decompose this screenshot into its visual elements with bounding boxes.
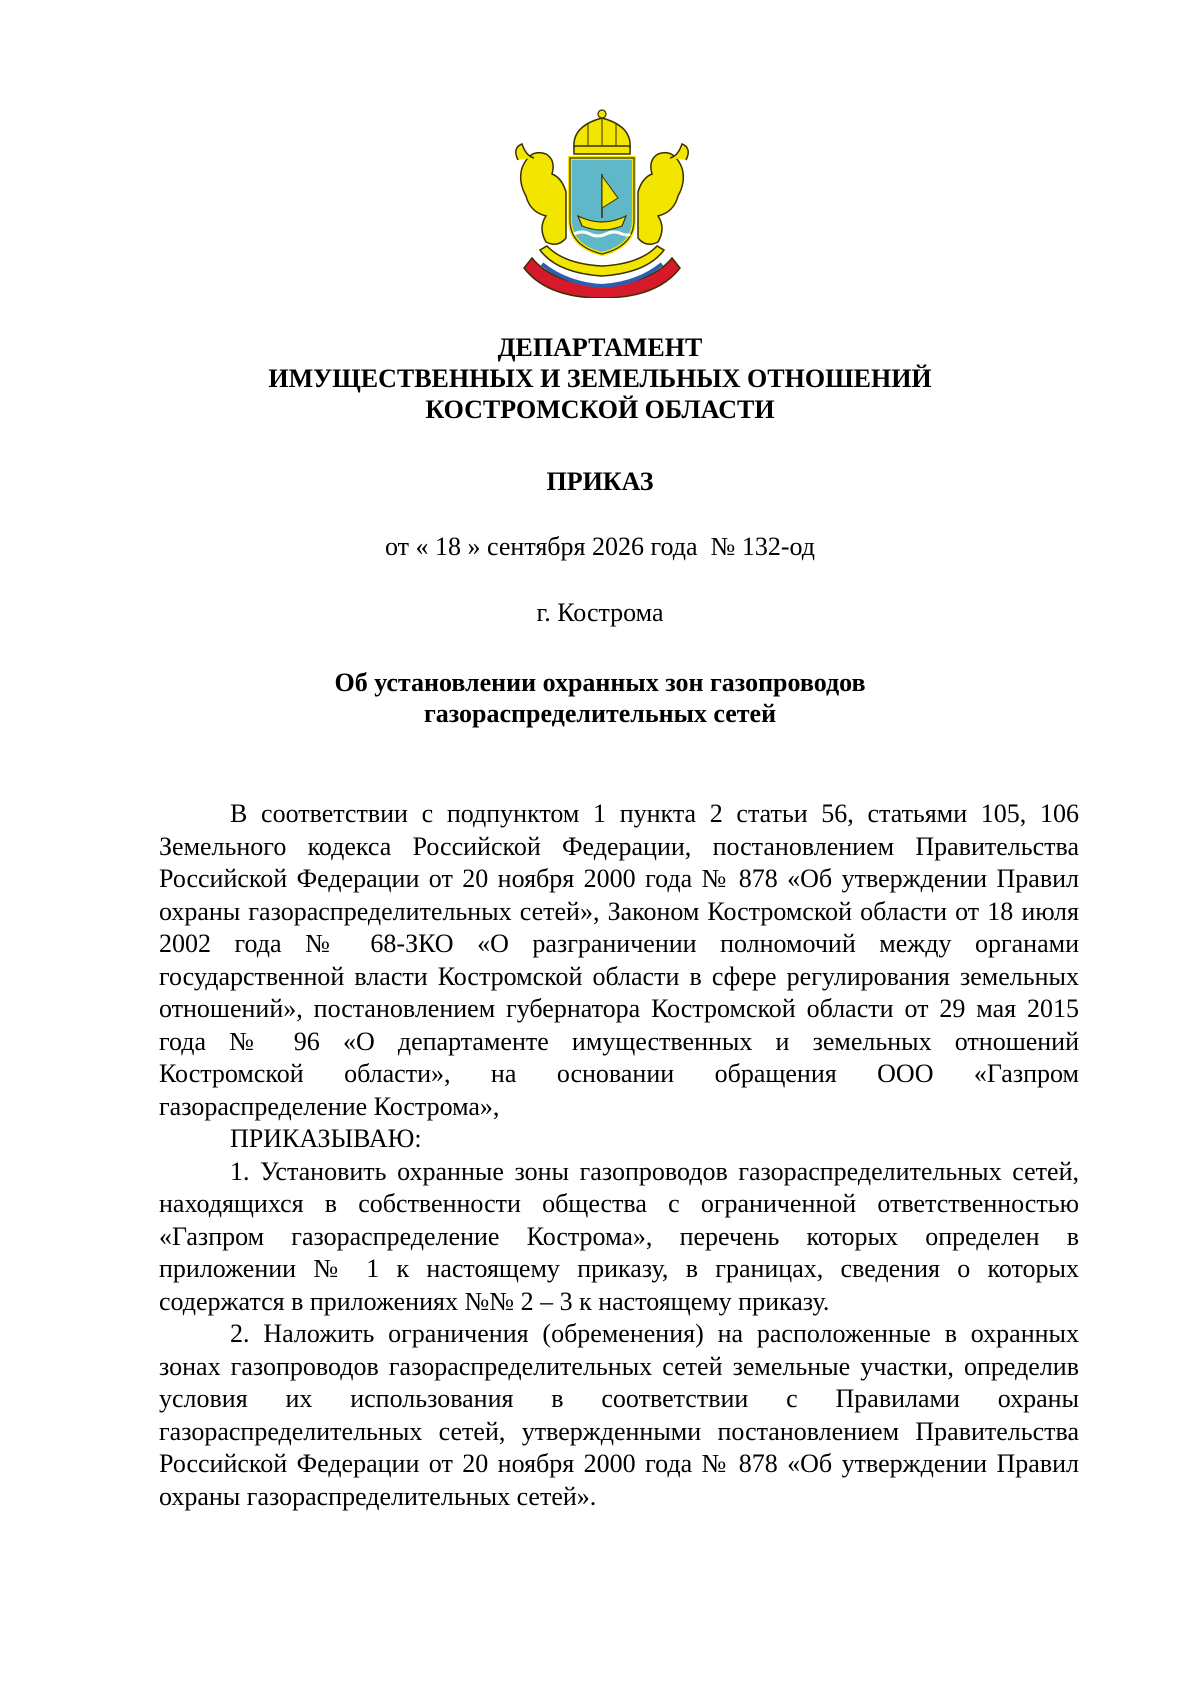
order-subject-line: газораспределительных сетей <box>423 699 777 728</box>
preamble-paragraph: В соответствии с подпунктом 1 пункта 2 статьи 56, статьями 105, 106 Земельного кодекса Российской Федерации, постановлением Правительства Российской Федерации от 20 ноября 2000 года № 878 «Об утверждении Правил охраны газораспределительных сетей», Законом Костромской области от 18 июля 2002 года № 68-ЗКО «О разграничении полномочий между органами государственной власти Костромской области в сфере регулирования земельных отношений», постановлением губернатора Костромской области от 29 мая 2015 года № 96 «О департаменте имущественных и земельных отношений Костромской области», на основании обращения ООО «Газпром газораспределение Кострома», <box>159 799 1079 1121</box>
order-body <box>159 798 1079 1513</box>
order-subject-line: Об установлении охранных зон газопроводов <box>334 668 866 697</box>
department-header <box>150 332 1050 425</box>
date-and-number-line: от « 18 » сентября 2026 года № 132-од <box>385 532 815 561</box>
department-header-line: ДЕПАРТАМЕНТ <box>497 333 703 362</box>
order-item-2: 2. Наложить ограничения (обременения) на расположенные в охранных зонах газопроводов газораспределительных сетей земельные участки, определив условия их использования в соответствии с Правилами охраны газораспределительных сетей, утвержденными постановлением Правительства Российской Федерации от 20 ноября 2000 года № 878 «Об утверждении Правил охраны газораспределительных сетей». <box>159 1319 1079 1511</box>
order-keyword: ПРИКАЗЫВАЮ: <box>230 1124 422 1153</box>
department-header-line: КОСТРОМСКОЙ ОБЛАСТИ <box>425 395 775 424</box>
department-header-line: ИМУЩЕСТВЕННЫХ И ЗЕМЕЛЬНЫХ ОТНОШЕНИЙ <box>268 364 932 393</box>
city-line: г. Кострома <box>536 598 664 627</box>
order-item-1: 1. Установить охранные зоны газопроводов газораспределительных сетей, находящихся в собственности общества с ограниченной ответственностью «Газпром газораспределение Кострома», перечень которых определен в приложении № 1 к настоящему приказу, в границах, сведения о которых содержатся в приложениях №№ 2 – 3 к настоящему приказу. <box>159 1156 1079 1316</box>
order-subject <box>150 667 1050 729</box>
kostroma-oblast-coat-of-arms-icon <box>512 108 692 298</box>
document-type-title: ПРИКАЗ <box>546 467 654 496</box>
